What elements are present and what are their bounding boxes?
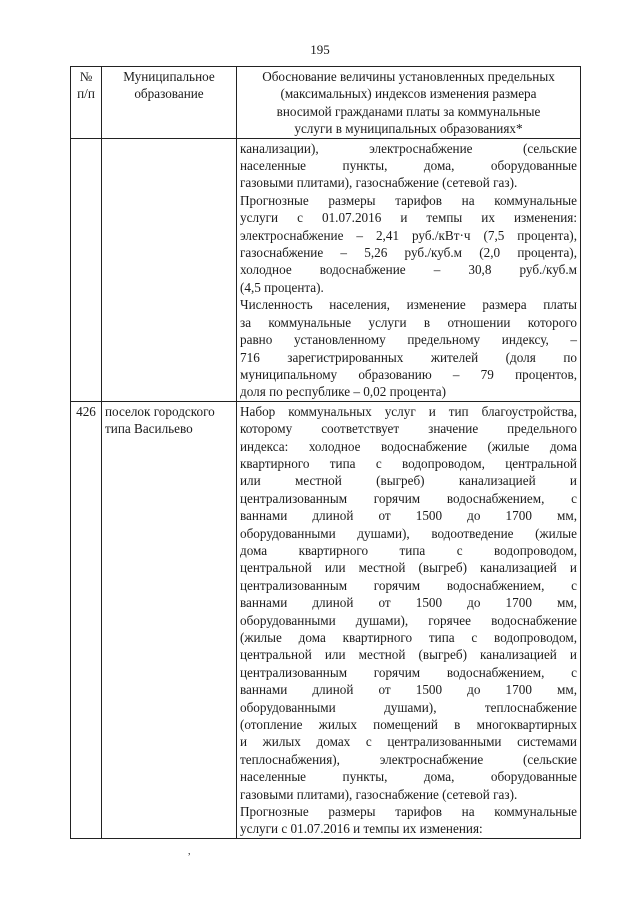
header-justification-line: Обоснование величины установленных предельных [262,69,555,84]
text-line: оборудованными душами), водоотведение (жилые [240,525,577,541]
text-line: услуги с 01.07.2016 и темпы их изменения: [240,821,483,837]
text-line: (отопление жилых помещений в многоквартирных [240,717,577,733]
text-line: (жилые дома квартирного типа с водопроводом, [240,630,577,645]
text-line: газовыми плитами), газоснабжение (сетевой газ). [240,786,518,802]
text-line: ваннами длиной от 1500 до 1700 мм, [240,682,577,698]
municipality-cell [102,401,237,838]
text-line: муниципальному образованию – 79 процентов, [240,366,577,382]
text-line: Прогнозные размеры тарифов на коммунальные [240,804,577,820]
text-line: или местной (выгреб) канализацией и [240,473,577,489]
text-line: газоснабжение – 5,26 руб./куб.м (2,0 процента), [240,245,577,261]
table-body [71,138,581,838]
row-number: 426 [76,403,96,419]
justification-cell [237,138,581,401]
text-line: индекса: холодное водоснабжение (жилые дома [240,438,577,454]
row-number-cell [71,138,102,401]
text-line: централизованным горячим водоснабжением, с [240,490,577,506]
text-line: которому соответствует значение предельного [240,421,577,437]
text-line: централизованным горячим водоснабжением, с [240,664,577,680]
header-justification [237,67,581,139]
text-line: Прогнозные размеры тарифов на коммунальные [240,192,577,208]
municipality-cell [102,138,237,401]
text-line: населенные пункты, дома, оборудованные [240,158,577,174]
text-line: централизованным горячим водоснабжением, с [240,577,577,593]
text-line: теплоснабжения), электроснабжение (сельские [240,751,577,767]
header-justification-line: (максимальных) индексов изменения размера [280,86,537,102]
header-municipality-line: образование [134,86,204,102]
table-row [71,401,581,838]
header-municipality [102,67,237,139]
text-line: 716 зарегистрированных жителей (доля по [240,349,577,365]
text-line: оборудованными душами), теплоснабжение [240,699,577,715]
justification-paragraph [240,140,577,192]
text-line: электроснабжение – 2,41 руб./кВт·ч (7,5 процента), [240,227,577,243]
text-line: ваннами длиной от 1500 до 1700 мм, [240,508,577,524]
justification-paragraph [240,403,577,803]
header-num-line: п/п [77,86,95,102]
text-line: центральной или местной (выгреб) канализацией и [240,647,577,663]
text-line: Набор коммунальных услуг и тип благоустройства, [240,403,577,419]
text-line: услуги с 01.07.2016 и темпы их изменения: [240,210,577,226]
text-line: оборудованными душами), горячее водоснабжение [240,612,577,628]
table-header-row [71,67,581,139]
municipality-name-line: типа Васильево [105,421,193,437]
page-number: 195 [310,42,330,57]
justification-paragraph [240,296,577,400]
justification-paragraph [240,803,577,838]
header-justification-line: вносимой гражданами платы за коммунальные [276,103,541,119]
row-number-cell [71,401,102,838]
header-num-line: № [79,69,93,84]
tariff-table [70,66,581,839]
text-line: населенные пункты, дома, оборудованные [240,769,577,785]
municipality-name-line: поселок городского [105,403,215,419]
stray-mark: , [188,846,191,857]
text-line: газовыми плитами), газоснабжение (сетевой газ). [240,175,518,191]
text-line: ваннами длиной от 1500 до 1700 мм, [240,595,577,611]
text-line: канализации), электроснабжение (сельские [240,140,577,156]
text-line: холодное водоснабжение – 30,8 руб./куб.м [240,262,577,278]
text-line: (4,5 процента). [240,279,324,295]
text-line: квартирного типа с водопроводом, центральной [240,455,577,471]
text-line: дома квартирного типа с водопроводом, [240,542,577,558]
header-municipality-line: Муниципальное [123,69,215,84]
header-num [71,67,102,139]
justification-cell [237,401,581,838]
text-line: за коммунальные услуги в отношении которого [240,314,577,330]
text-line: Численность населения, изменение размера платы [240,297,577,313]
text-line: и жилых домах с централизованными системами [240,734,577,750]
table-row [71,138,581,401]
header-justification-line: услуги в муниципальных образованиях* [294,121,523,137]
justification-paragraph [240,192,577,296]
text-line: доля по республике – 0,02 процента) [240,384,447,400]
text-line: центральной или местной (выгреб) канализацией и [240,560,577,576]
text-line: равно установленному предельному индексу, – [240,332,577,348]
